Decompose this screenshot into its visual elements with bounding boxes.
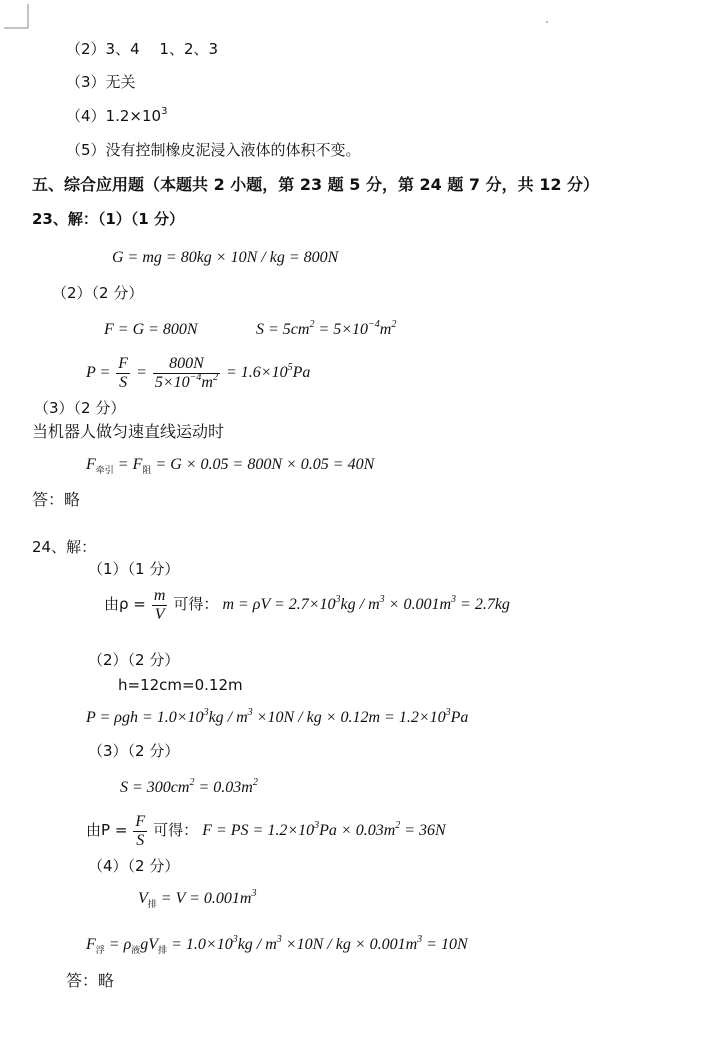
q24-part3-label: （3）（2 分） [88, 742, 180, 760]
answer-line-5: （5）没有控制橡皮泥浸入液体的体积不变。 [66, 141, 361, 159]
q24-part1-label: （1）（1 分） [88, 560, 180, 578]
q23-answer: 答：略 [32, 490, 81, 509]
q23-eq2a: F = G = 800N [104, 321, 198, 338]
section-5-title: 五、综合应用题（本题共 2 小题，第 23 题 5 分，第 24 题 7 分，共 12 分） [32, 175, 600, 194]
q23-part3-text: 当机器人做匀速直线运动时 [32, 422, 225, 441]
q23-part2-label: （2）（2 分） [52, 284, 144, 302]
q24-head: 24、解： [32, 538, 97, 556]
q24-eq1: 由ρ = $\frac{m}{V}$ 可得： $m = \rho V = 2.7\times 10^3kg / m^3 \times 0.001m^3 = 2.7kg$ [104, 586, 510, 623]
answer-line-4: $(4)1.2\times 10^3$ [66, 106, 168, 125]
q24-eq-area: $S = 300cm^2 = 0.03m^2$ [120, 777, 258, 796]
q23-eq1: G = mg = 80kg × 10N / kg = 800N [112, 249, 339, 266]
q23-eq3: P = $\frac{F}{S}$ = $\frac{800N}{5\times 10^{-4}m^2}$ = $1.6\times 10^5Pa$ [86, 354, 311, 391]
q24-eq3: 由P = $\frac{F}{S}$ 可得： F = PS = $1.2\times 10^3Pa \times 0.03m^2 = 36N$ [86, 812, 446, 849]
q23-part3-label: （3）（2 分） [34, 399, 126, 417]
scan-dot [546, 21, 548, 23]
q24-answer: 答：略 [66, 971, 115, 990]
q24-eq3-frac: $\frac{F}{S}$ [135, 812, 146, 849]
q24-height: h=12cm=0.12m [118, 676, 243, 694]
q23-eq2b: $S = 5cm^2 = 5\times 10^{-4}m^2$ [256, 319, 397, 338]
q23-eq3-frac2: $\frac{800N}{5\times 10^{-4}m^2}$ [154, 354, 218, 391]
q23-eq4: $F_{牵引} = F_阻 = G \times 0.05 = 800N \times 0.05 = 40N$ [86, 456, 375, 476]
q24-eq1-frac: $\frac{m}{V}$ [153, 586, 166, 623]
answer-line-3: （3）无关 [66, 73, 136, 91]
q23-eq3-frac1: $\frac{F}{S}$ [118, 354, 129, 391]
q24-eq-buoyancy: $F_浮 = \rho_液gV_排 = 1.0\times 10^3kg / m^3 \times 10N$ / kg × $0.001m^3 = 10N$ [86, 934, 468, 956]
q24-part4-label: （4）（2 分） [88, 857, 180, 875]
answer-line-2: （2）3、4 1、2、3 [66, 40, 219, 58]
q24-part2-label: （2）（2 分） [88, 651, 180, 669]
q24-eq-volume: $V_排 = V = 0.001m^3$ [138, 888, 257, 910]
page-corner-mark [0, 0, 30, 30]
q23-head: 23、解：（1）（1 分） [32, 210, 184, 228]
q24-eq2: $P = \rho gh = 1.0\times 10^3kg / m^3 \times 10N$ / kg × $0.12m = 1.2\times 10^3Pa$ [86, 707, 469, 726]
